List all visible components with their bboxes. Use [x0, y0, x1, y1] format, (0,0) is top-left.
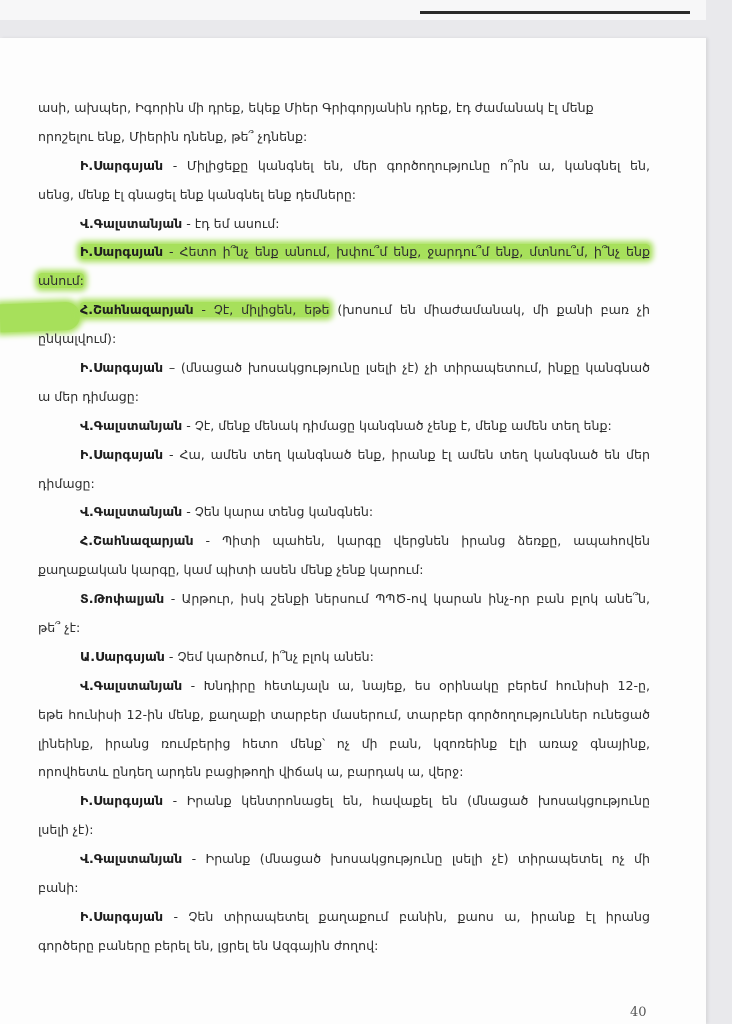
- speaker-line: Վ.Գալստանյան - Իրանք (մնացած խոսակցությունը լսելի չէ) տիրապետել ոչ մի: [80, 851, 650, 867]
- text-line-highlighted: [38, 267, 650, 296]
- text-line: գործերը բաները բերել են, լցրել են Ազգային ժողով:: [38, 937, 379, 953]
- speaker-line: Վ.Գալստանյան - Խնդիրը հետևյալն ա, նայեք, ես օրինակը բերեմ հունիսի 12-ը,: [80, 677, 650, 693]
- speaker-name: Հ.Շահնազարյան: [80, 533, 194, 549]
- text-line: թե՞ չէ:: [38, 620, 81, 636]
- speaker-name: Ի.Սարգսյան: [80, 157, 164, 173]
- highlighted-text: անում:: [38, 273, 84, 289]
- speaker-line: Ի.Սարգսյան - Հա, ամեն տեղ կանգնած ենք, իրանք էլ ամեն տեղ կանգնած են մեր: [80, 446, 650, 462]
- speaker-line: Ա.Սարգսյան - Չեմ կարծում, ի՞նչ բլոկ անեն:: [80, 648, 374, 664]
- speaker-line: Հ.Շահնազարյան - Պիտի պահեն, կարգը վերցնեն իրանց ձեռքը, ապահովեն: [80, 533, 650, 549]
- text-line: եթե հունիսի 12-ին մենք, քաղաքի տարբեր մասերում, տարբեր գործողություններ ունեցած: [38, 706, 650, 722]
- text-line: լսելի չէ):: [38, 822, 94, 838]
- speaker-line: Ի.Սարգսյան - Միլիցեքը կանգնել են, մեր գործողությունը ո՞րն ա, կանգնել են,: [80, 157, 650, 173]
- speaker-name: Ի.Սարգսյան: [80, 360, 164, 376]
- page-number: 40: [630, 1005, 647, 1020]
- previous-page-edge: [0, 0, 706, 20]
- text-line: որոշելու ենք, Միերին դնենք, թե՞ չդնենք:: [38, 128, 308, 144]
- highlighted-text: Հ.Շահնազարյան - Չէ, միլիցեն, եթե: [80, 302, 330, 318]
- text-line: դիմացը:: [38, 475, 95, 491]
- speaker-name: Հ.Շահնազարյան: [80, 302, 194, 318]
- text-line: սենց, մենք էլ գնացել ենք կանգնել ենք դեմները:: [38, 186, 357, 202]
- speaker-line: Վ.Գալստանյան - Չեն կարա տենց կանգնեն:: [80, 504, 374, 520]
- speaker-name: Վ.Գալստանյան: [80, 677, 183, 693]
- speaker-name: Ի.Սարգսյան: [80, 446, 164, 462]
- text-line: քաղաքական կարգը, կամ պիտի ասեն մենք չենք կարում:: [38, 562, 424, 578]
- document-page: [0, 38, 706, 1024]
- speaker-line: Ի.Սարգսյան - Իրանք կենտրոնացել են, հավաքել են (մնացած խոսակցությունը: [80, 793, 650, 809]
- previous-page-line: [420, 11, 690, 14]
- speaker-line: Ի.Սարգսյան – (մնացած խոսակցությունը լսելի չէ) չի տիրապետում, ինքը կանգնած: [80, 360, 650, 376]
- speaker-name: Վ.Գալստանյան: [80, 215, 183, 231]
- speaker-line: Վ.Գալստանյան - Չէ, մենք մենակ դիմացը կանգնած չենք է, մենք ամեն տեղ ենք:: [80, 417, 612, 433]
- speaker-name: Ի.Սարգսյան: [80, 244, 164, 260]
- speaker-line: Վ.Գալստանյան - էդ եմ ասում:: [80, 215, 280, 231]
- text-line: ասի, ախպեր, Իգորին մի դրեք, եկեք Միեր Գրիգորյանին դրեք, էդ ժամանակ էլ մենք: [38, 100, 594, 115]
- highlighted-text: Ի.Սարգսյան - Հետո ի՞նչ ենք անում, խփու՞մ ենք, ջարդու՞մ ենք, մտնու՞մ, ի՞նչ ենք: [80, 244, 650, 260]
- speaker-name: Ի.Սարգսյան: [80, 908, 164, 924]
- text-line: լինեինք, իրանց ռումբերից հետո մենք՝ ոչ մի բան, կզոռեինք էլի առաջ գնայինք,: [38, 735, 650, 751]
- text-line: որովհետև ընդեղ արդեն բացիթողի վիճակ ա, բարդակ ա, վերջ:: [38, 764, 464, 780]
- speaker-line: Հ.Շահնազարյան - Չէ, միլիցեն, եթե (խոսում են միաժամանակ, մի քանի բառ չի: [80, 302, 650, 318]
- speaker-name: Տ.Թոփալյան: [80, 591, 165, 607]
- speaker-name: Ի.Սարգսյան: [80, 793, 164, 809]
- speaker-name: Վ.Գալստանյան: [80, 417, 183, 433]
- text-line: ընկալվում):: [38, 331, 117, 347]
- page-text: [38, 94, 650, 961]
- text-line: բանի:: [38, 880, 79, 896]
- speaker-line-highlighted: [38, 238, 650, 267]
- text-line: ա մեր դիմացը:: [38, 388, 140, 404]
- speaker-name: Վ.Գալստանյան: [80, 851, 183, 867]
- speaker-name: Վ.Գալստանյան: [80, 504, 183, 520]
- speaker-line: Տ.Թոփալյան - Արթուր, իսկ շենքի ներսում ՊՊԾ-ով կարան ինչ-որ բան բլոկ անե՞ն,: [80, 591, 650, 607]
- speaker-line: Ի.Սարգսյան - Չեն տիրապետել քաղաքում բանին, քաոս ա, իրանք էլ իրանց: [80, 908, 650, 924]
- speaker-name: Ա.Սարգսյան: [80, 648, 165, 664]
